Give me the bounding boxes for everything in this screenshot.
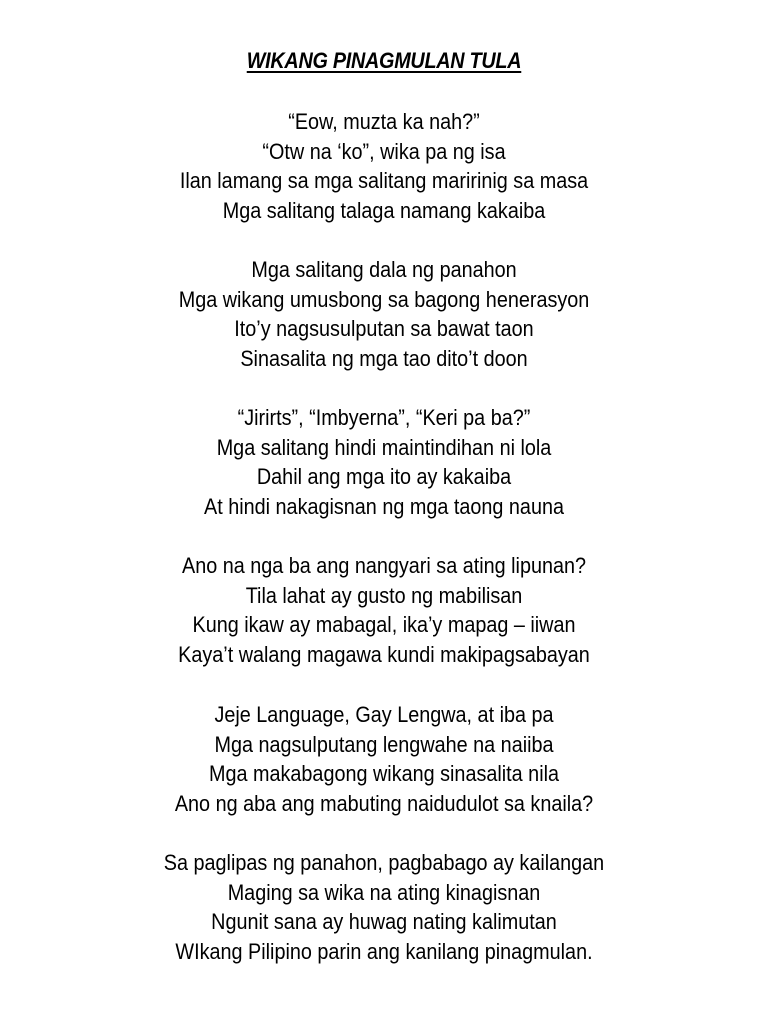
poem-line: Kung ikaw ay mabagal, ika’y mapag – iiwan: [192, 612, 576, 637]
poem-line: Mga nagsulputang lengwahe na naiiba: [214, 731, 554, 757]
poem-line: Mga wikang umusbong sa bagong henerasyon: [178, 286, 590, 312]
poem-line: Jeje Language, Gay Lengwa, at iba pa: [214, 702, 554, 727]
poem-line: Mga salitang talaga namang kakaiba: [222, 197, 546, 223]
poem-line: Dahil ang mga ito ay kakaiba: [256, 464, 512, 489]
stanza-1: [0, 107, 768, 225]
poem-line: Tila lahat ay gusto ng mabilisan: [245, 582, 523, 608]
poem-line: Sinasalita ng mga tao dito’t doon: [240, 345, 528, 371]
poem-line: Ano na nga ba ang nangyari sa ating lipunan?: [181, 553, 587, 578]
poem-title: WIKANG PINAGMULAN TULA: [246, 48, 522, 73]
poem-line: Maging sa wika na ating kinagisnan: [227, 879, 541, 905]
stanza-2: [0, 255, 768, 373]
stanza-6: [0, 848, 768, 966]
poem-line: Mga salitang dala ng panahon: [251, 257, 517, 282]
poem-line: Mga makabagong wikang sinasalita nila: [208, 761, 560, 786]
poem-line: Sa paglipas ng panahon, pagbabago ay kailangan: [163, 850, 605, 875]
poem-line: Ilan lamang sa mga salitang maririnig sa masa: [179, 168, 589, 193]
poem-line: Ngunit sana ay huwag nating kalimutan: [211, 909, 557, 934]
poem-line: Mga salitang hindi maintindihan ni lola: [216, 434, 552, 460]
poem-line: “Eow, muzta ka nah?”: [288, 109, 480, 134]
stanza-3: [0, 403, 768, 521]
poem-line: Kaya’t walang magawa kundi makipagsabayan: [178, 641, 590, 667]
poem-line: “Otw na ‘ko”, wika pa ng isa: [262, 138, 506, 164]
poem-line: At hindi nakagisnan ng mga taong nauna: [203, 493, 564, 519]
poem-line: WIkang Pilipino parin ang kanilang pinagmulan.: [175, 938, 593, 964]
stanza-4: [0, 551, 768, 669]
poem-line: “Jirirts”, “Imbyerna”, “Keri pa ba?”: [237, 405, 531, 430]
poem-line: Ano ng aba ang mabuting naidudulot sa knaila?: [174, 790, 594, 816]
poem-line: Ito’y nagsusulputan sa bawat taon: [234, 316, 534, 341]
stanza-5: [0, 700, 768, 818]
